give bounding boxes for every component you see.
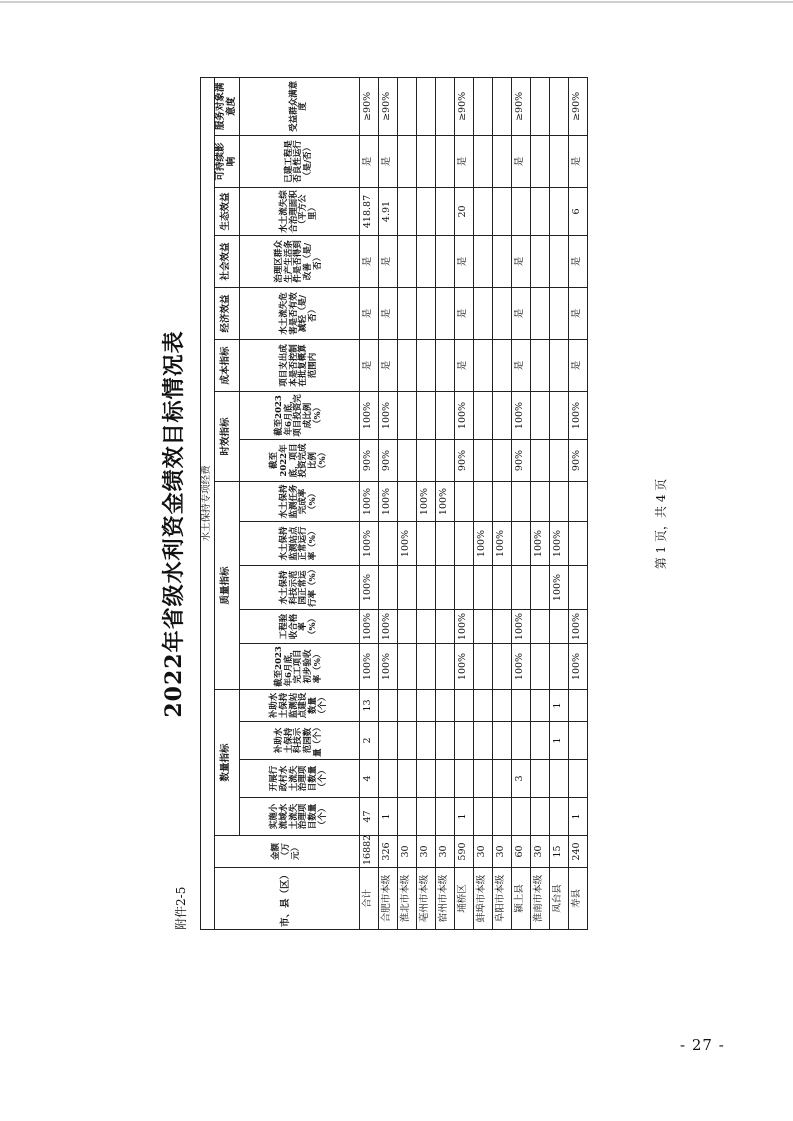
table-cell — [549, 760, 568, 798]
table-cell: 30 — [435, 836, 454, 868]
table-cell — [454, 722, 473, 760]
table-cell: 凤台县 — [549, 868, 568, 930]
table-cell: 100% — [359, 644, 378, 690]
col-header: 水土流失危害是否有效减轻（是/否） — [239, 288, 359, 340]
table-cell — [549, 236, 568, 288]
table-cell: ≥90% — [568, 77, 587, 135]
table-cell — [549, 136, 568, 188]
table-cell: 合计 — [359, 868, 378, 930]
header-economic: 经济效益 — [214, 288, 239, 340]
table-cell — [511, 482, 530, 522]
table-cell — [492, 644, 511, 690]
table-cell: 颍上县 — [511, 868, 530, 930]
table-cell — [568, 690, 587, 722]
table-cell — [454, 482, 473, 522]
table-row — [549, 77, 568, 929]
table-cell — [397, 288, 416, 340]
col-header: 水土保持监测站点正常运行率（%） — [239, 522, 359, 566]
table-cell — [530, 340, 549, 392]
table-cell — [435, 340, 454, 392]
table-cell — [492, 236, 511, 288]
table-cell — [416, 522, 435, 566]
table-cell — [492, 610, 511, 644]
table-cell: 100% — [492, 522, 511, 566]
table-cell: 是 — [359, 136, 378, 188]
table-cell: 是 — [359, 340, 378, 392]
table-cell: 是 — [511, 340, 530, 392]
table-cell: 100% — [378, 482, 397, 522]
table-cell: 100% — [549, 566, 568, 610]
table-cell — [568, 482, 587, 522]
table-cell — [511, 566, 530, 610]
table-cell: 2 — [359, 722, 378, 760]
table-cell: 是 — [359, 288, 378, 340]
table-cell — [397, 482, 416, 522]
table-cell — [416, 188, 435, 236]
table-row — [473, 77, 492, 929]
table-cell — [492, 77, 511, 135]
table-cell: 是 — [454, 136, 473, 188]
table-cell — [416, 340, 435, 392]
table-cell: 90% — [359, 440, 378, 482]
table-cell: 淮北市本级 — [397, 868, 416, 930]
table-cell — [473, 340, 492, 392]
table-cell: 100% — [511, 610, 530, 644]
table-cell: 是 — [378, 136, 397, 188]
table-cell — [435, 690, 454, 722]
table-cell — [492, 440, 511, 482]
table-cell — [473, 482, 492, 522]
table-cell — [397, 392, 416, 440]
col-header: 截至2022年底，项目投资完成比例（%） — [239, 440, 359, 482]
header-sustainable: 可持续影响 — [214, 136, 239, 188]
scan-edge — [0, 1, 793, 3]
table-cell — [530, 392, 549, 440]
table-cell — [473, 610, 492, 644]
header-timeliness: 时效指标 — [214, 392, 239, 482]
table-cell: 埇桥区 — [454, 868, 473, 930]
page-number: - 27 - — [680, 1036, 725, 1054]
table-cell — [416, 722, 435, 760]
table-row — [378, 77, 397, 929]
col-header: 水土保持科技示范园正常运行率（%） — [239, 566, 359, 610]
table-cell — [435, 236, 454, 288]
table-cell: 是 — [454, 236, 473, 288]
table-cell — [397, 722, 416, 760]
table-cell — [473, 440, 492, 482]
table-cell — [530, 644, 549, 690]
table-cell: 100% — [378, 644, 397, 690]
table-cell — [530, 288, 549, 340]
table-cell: 100% — [568, 610, 587, 644]
table-cell: 1 — [568, 798, 587, 836]
table-body — [359, 77, 587, 929]
table-cell — [397, 566, 416, 610]
table-cell: 13 — [359, 690, 378, 722]
table-cell — [416, 440, 435, 482]
table-cell — [435, 566, 454, 610]
col-header: 截至2023年6月底，完工项目初步验收率（%） — [239, 644, 359, 690]
rotated-page — [152, 80, 672, 930]
table-cell: 100% — [568, 644, 587, 690]
table-cell — [397, 236, 416, 288]
table-cell — [549, 288, 568, 340]
col-header: 水土保持监测任务完成率（%） — [239, 482, 359, 522]
table-cell: 60 — [511, 836, 530, 868]
table-cell — [492, 566, 511, 610]
table-cell: 是 — [568, 136, 587, 188]
table-cell: 15 — [549, 836, 568, 868]
table-cell — [378, 522, 397, 566]
table-cell — [473, 392, 492, 440]
table-cell: ≥90% — [359, 77, 378, 135]
table-cell — [416, 690, 435, 722]
table-cell — [435, 722, 454, 760]
table-cell: 16882 — [359, 836, 378, 868]
table-cell — [397, 440, 416, 482]
col-header: 实施小流域水土流失治理项目数量（个） — [239, 798, 359, 836]
table-cell — [397, 690, 416, 722]
col-header: 水土流失综合治理面积（平方公里） — [239, 188, 359, 236]
table-cell — [492, 188, 511, 236]
header-social: 社会效益 — [214, 236, 239, 288]
fund-name: 水土保持专项经费 — [201, 77, 215, 929]
table-cell: 是 — [568, 288, 587, 340]
page-title: 2022年省级水利资金绩效目标情况表 — [161, 330, 187, 718]
table-row — [568, 77, 587, 929]
table-cell: 30 — [397, 836, 416, 868]
table-cell — [378, 760, 397, 798]
table-cell — [435, 77, 454, 135]
table-cell — [473, 722, 492, 760]
table-cell — [397, 136, 416, 188]
table-cell — [530, 566, 549, 610]
table-cell: 是 — [511, 288, 530, 340]
table-cell — [549, 610, 568, 644]
table-cell: 100% — [549, 522, 568, 566]
table-cell — [530, 722, 549, 760]
table-cell: 是 — [511, 236, 530, 288]
table-cell — [473, 566, 492, 610]
table-cell: 100% — [359, 392, 378, 440]
table-cell — [549, 440, 568, 482]
header-region: 市、县（区） — [214, 868, 359, 930]
col-header: 已建工程是否良性运行（是/否） — [239, 136, 359, 188]
table-cell — [454, 566, 473, 610]
table-cell: 100% — [454, 644, 473, 690]
table-cell: 是 — [568, 236, 587, 288]
table-cell: 1 — [454, 798, 473, 836]
table-cell — [568, 522, 587, 566]
table-cell: 100% — [378, 392, 397, 440]
table-cell — [530, 236, 549, 288]
table-cell: 蚌埠市本级 — [473, 868, 492, 930]
performance-table — [200, 77, 588, 930]
table-cell — [378, 722, 397, 760]
table-cell: 100% — [454, 392, 473, 440]
table-cell — [435, 288, 454, 340]
table-row — [530, 77, 549, 929]
table-cell — [435, 136, 454, 188]
table-cell — [397, 610, 416, 644]
table-cell: ≥90% — [511, 77, 530, 135]
table-cell: 100% — [454, 610, 473, 644]
table-cell: 1 — [549, 690, 568, 722]
table-cell — [416, 610, 435, 644]
table-cell — [492, 136, 511, 188]
table-cell — [454, 760, 473, 798]
table-cell — [397, 340, 416, 392]
table-cell: 阜阳市本级 — [492, 868, 511, 930]
table-cell: 418.87 — [359, 188, 378, 236]
table-cell: 是 — [454, 288, 473, 340]
table-cell — [473, 288, 492, 340]
table-cell: 30 — [473, 836, 492, 868]
table-cell — [492, 482, 511, 522]
table-cell — [549, 77, 568, 135]
table-cell — [549, 482, 568, 522]
table-cell — [416, 798, 435, 836]
table-cell: 4.91 — [378, 188, 397, 236]
table-cell: 合肥市本级 — [378, 868, 397, 930]
table-cell — [435, 440, 454, 482]
table-cell: 是 — [378, 288, 397, 340]
table-cell: 326 — [378, 836, 397, 868]
table-cell: 240 — [568, 836, 587, 868]
table-cell — [378, 566, 397, 610]
table-cell — [511, 798, 530, 836]
table-cell: 90% — [454, 440, 473, 482]
table-cell: 90% — [378, 440, 397, 482]
table-cell — [378, 690, 397, 722]
table-cell — [435, 610, 454, 644]
table-cell — [435, 760, 454, 798]
table-cell — [416, 644, 435, 690]
table-cell — [454, 690, 473, 722]
col-header: 开展行政村水土流失治理项目数量（个） — [239, 760, 359, 798]
table-cell — [492, 722, 511, 760]
table-cell: 100% — [435, 482, 454, 522]
table-cell: 3 — [511, 760, 530, 798]
table-cell: 100% — [511, 644, 530, 690]
table-cell — [530, 798, 549, 836]
table-cell — [511, 722, 530, 760]
table-cell: 1 — [378, 798, 397, 836]
table-cell: 寿县 — [568, 868, 587, 930]
table-cell — [492, 798, 511, 836]
table-cell — [473, 188, 492, 236]
table-cell — [568, 722, 587, 760]
table-cell — [473, 236, 492, 288]
table-cell: 100% — [359, 610, 378, 644]
table-cell: 90% — [511, 440, 530, 482]
table-cell — [397, 798, 416, 836]
table-cell: 30 — [416, 836, 435, 868]
table-cell — [549, 644, 568, 690]
table-cell: 590 — [454, 836, 473, 868]
table-cell: 30 — [530, 836, 549, 868]
header-quality: 质量指标 — [214, 482, 239, 690]
table-cell: 是 — [511, 136, 530, 188]
table-cell — [473, 760, 492, 798]
header-satisfaction: 服务对象满意度 — [214, 77, 239, 135]
table-cell — [492, 760, 511, 798]
table-cell: 47 — [359, 798, 378, 836]
table-cell — [416, 77, 435, 135]
header-cost: 成本指标 — [214, 340, 239, 392]
col-header: 补助水土保持科技示范园数量（个） — [239, 722, 359, 760]
table-cell: 100% — [416, 482, 435, 522]
table-cell: 是 — [359, 236, 378, 288]
table-cell: 宿州市本级 — [435, 868, 454, 930]
table-cell — [530, 188, 549, 236]
table-cell — [530, 482, 549, 522]
table-cell — [473, 690, 492, 722]
table-cell — [416, 136, 435, 188]
table-cell: 是 — [454, 340, 473, 392]
table-cell — [530, 136, 549, 188]
table-cell — [397, 644, 416, 690]
table-cell — [530, 77, 549, 135]
table-cell: 4 — [359, 760, 378, 798]
table-cell: ≥90% — [378, 77, 397, 135]
table-cell: 亳州市本级 — [416, 868, 435, 930]
table-row — [511, 77, 530, 929]
table-cell — [568, 566, 587, 610]
col-header: 补助水土保持监测站点建设数量（个） — [239, 690, 359, 722]
table-cell: 100% — [359, 482, 378, 522]
table-cell — [397, 760, 416, 798]
table-cell: 100% — [473, 522, 492, 566]
table-cell: 100% — [511, 392, 530, 440]
table-cell: ≥90% — [454, 77, 473, 135]
table-cell — [435, 522, 454, 566]
table-cell — [549, 188, 568, 236]
table-cell — [435, 188, 454, 236]
table-cell — [549, 798, 568, 836]
table-cell: 是 — [378, 340, 397, 392]
table-cell: 6 — [568, 188, 587, 236]
table-cell: 100% — [397, 522, 416, 566]
table-cell: 30 — [492, 836, 511, 868]
table-row — [454, 77, 473, 929]
attachment-label: 附件2-5 — [174, 886, 188, 930]
table-cell: 100% — [359, 522, 378, 566]
table-cell — [530, 760, 549, 798]
col-header: 项目支出成本是否控制在批复概算范围内 — [239, 340, 359, 392]
table-cell — [568, 760, 587, 798]
table-cell: 100% — [530, 522, 549, 566]
table-cell — [416, 760, 435, 798]
table-cell — [492, 288, 511, 340]
header-ecological: 生态效益 — [214, 188, 239, 236]
table-cell — [416, 288, 435, 340]
table-cell — [511, 690, 530, 722]
table-row — [492, 77, 511, 929]
table-cell: 淮南市本级 — [530, 868, 549, 930]
table-cell — [435, 392, 454, 440]
table-cell — [473, 77, 492, 135]
table-cell — [511, 188, 530, 236]
header-quantity: 数量指标 — [214, 690, 239, 836]
table-row — [435, 77, 454, 929]
table-row — [397, 77, 416, 929]
table-cell: 是 — [378, 236, 397, 288]
table-cell — [492, 392, 511, 440]
col-header: 治理区群众生产生活条件是否得到改善（是/否） — [239, 236, 359, 288]
table-cell: 100% — [568, 392, 587, 440]
table-cell — [473, 798, 492, 836]
table-cell — [549, 340, 568, 392]
table-cell — [530, 610, 549, 644]
table-cell: 1 — [549, 722, 568, 760]
table-cell — [473, 136, 492, 188]
table-cell: 100% — [359, 566, 378, 610]
col-header: 受益群众满意度 — [239, 77, 359, 135]
header-amount: 金额（万元） — [214, 836, 359, 868]
table-cell — [416, 392, 435, 440]
table-row — [416, 77, 435, 929]
table-cell — [454, 522, 473, 566]
page-info: 第 1 页，共 4 页 — [654, 478, 668, 570]
table-row — [359, 77, 378, 929]
table-cell — [511, 522, 530, 566]
table-cell — [435, 798, 454, 836]
table-cell — [416, 566, 435, 610]
table-cell — [530, 440, 549, 482]
table-cell — [397, 77, 416, 135]
table-cell — [549, 392, 568, 440]
table-cell — [492, 340, 511, 392]
table-cell: 90% — [568, 440, 587, 482]
table-cell — [530, 690, 549, 722]
table-cell: 20 — [454, 188, 473, 236]
table-cell: 100% — [378, 610, 397, 644]
table-cell — [435, 644, 454, 690]
table-cell — [416, 236, 435, 288]
col-header: 工程验收合格率（%） — [239, 610, 359, 644]
table-cell — [473, 644, 492, 690]
table-cell — [397, 188, 416, 236]
table-cell — [492, 690, 511, 722]
col-header: 截至2023年6月底，项目投资完成比例（%） — [239, 392, 359, 440]
table-cell: 是 — [568, 340, 587, 392]
